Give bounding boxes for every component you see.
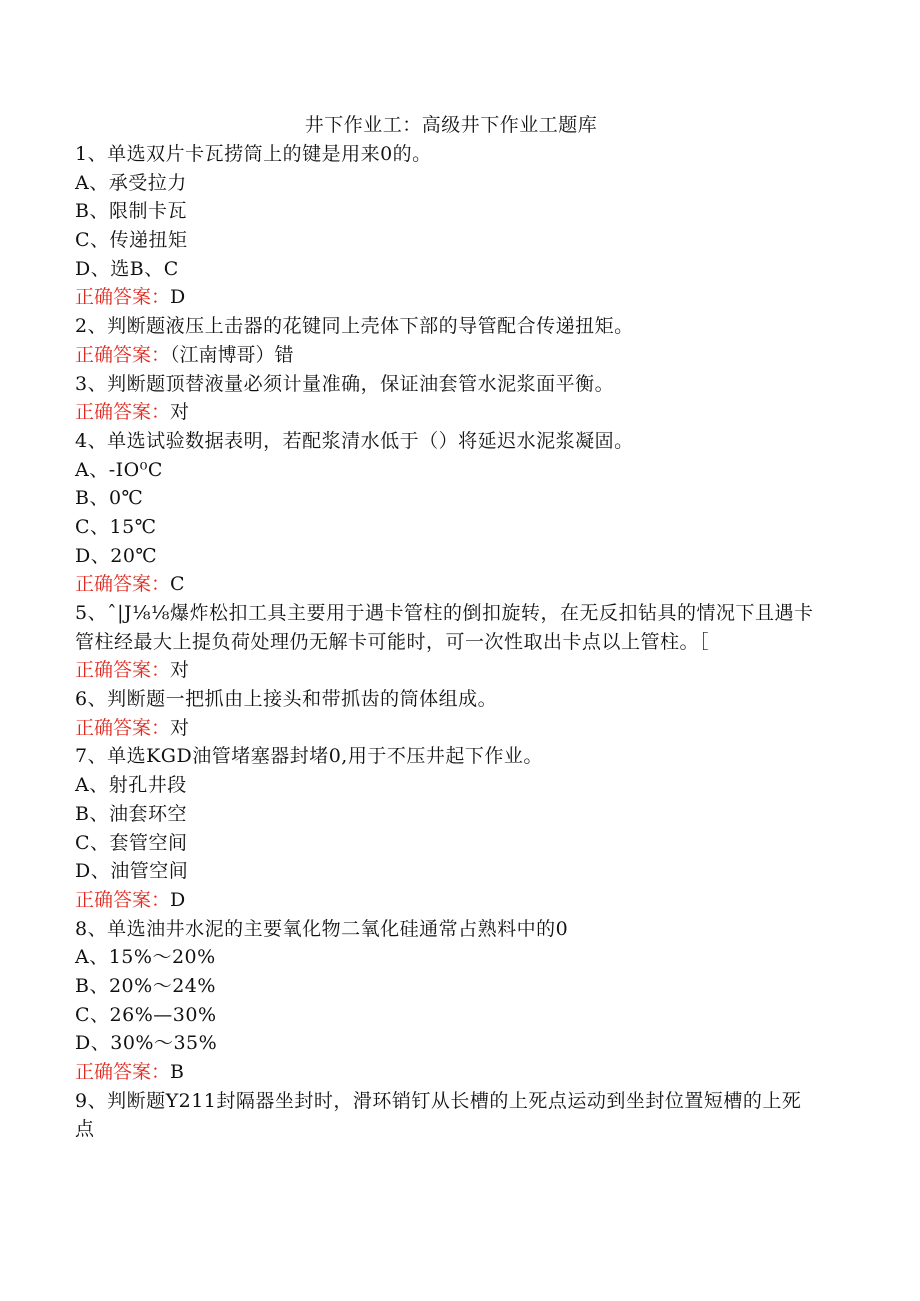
answer-line [75,398,817,427]
answer-line [75,341,817,370]
question-stem: 7、单选KGD油管堵塞器封堵0,用于不压井起下作业。 [75,745,543,768]
question-stem: 8、单选油井水泥的主要氧化物二氧化硅通常占熟料中的0 [75,917,569,940]
answer-value: D [170,286,186,309]
option: A、-IO⁰C [75,458,163,481]
question-stem: 5、ˆ|J⅛⅛爆炸松扣工具主要用于遇卡管柱的倒扣旋转，在无反扣钻具的情况下且遇卡管柱经最大上提负荷处理仍无解卡可能时，可一次性取出卡点以上管柱。［ [75,602,814,653]
answer-value: 对 [170,401,190,424]
answer-value: D [170,888,186,911]
answer-value: 对 [170,716,190,739]
answer-label: 正确答案： [75,401,171,424]
question-stem: 4、单选试验数据表明，若配浆清水低于（）将延迟水泥浆凝固。 [75,429,634,452]
answer-label: 正确答案： [75,888,171,911]
page-title: 井下作业工：高级井下作业工题库 [304,114,598,136]
answer-line [75,283,817,312]
answer-label: 正确答案： [75,659,171,682]
question-stem: 9、判断题Y211封隔器坐封时，滑环销钉从长槽的上死点运动到坐封位置短槽的上死点 [75,1089,802,1141]
option: C、15℃ [75,515,157,538]
question-stem: 1、单选双片卡瓦捞筒上的键是用来0的。 [75,143,432,165]
answer-label: 正确答案： [75,1061,171,1084]
question-list [75,140,817,1144]
option: C、传递扭矩 [75,229,188,252]
option: A、承受拉力 [75,171,187,194]
question-stem: 2、判断题液压上击器的花键同上壳体下部的导管配合传递扭矩。 [75,315,634,338]
answer-label: 正确答案： [75,286,171,309]
option: C、26%—30% [75,1003,217,1026]
answer-line [75,570,817,599]
option: D、选B、C [75,257,179,280]
question-stem: 3、判断题顶替液量必须计量准确，保证油套管水泥浆面平衡。 [75,372,615,395]
option: B、0℃ [75,487,144,510]
option: C、套管空间 [75,831,188,854]
option: D、油管空间 [75,860,189,883]
option: D、20℃ [75,544,158,567]
answer-line [75,656,817,685]
answer-line [75,1058,817,1087]
answer-label: 正确答案： [75,573,171,596]
option: B、20%～24% [75,974,216,997]
option: B、油套环空 [75,802,187,825]
answer-value: （江南博哥）错 [170,343,294,366]
option: A、15%～20% [75,946,216,969]
answer-line [75,714,817,743]
question-stem: 6、判断题一把抓由上接头和带抓齿的筒体组成。 [75,688,498,711]
option: D、30%～35% [75,1032,218,1055]
answer-line [75,886,817,915]
answer-value: 对 [170,659,190,682]
answer-value: C [170,573,185,596]
option: B、限制卡瓦 [75,200,187,223]
answer-value: B [170,1061,184,1084]
answer-label: 正确答案： [75,716,171,739]
option: A、射孔井段 [75,774,187,797]
answer-label: 正确答案： [75,343,171,366]
